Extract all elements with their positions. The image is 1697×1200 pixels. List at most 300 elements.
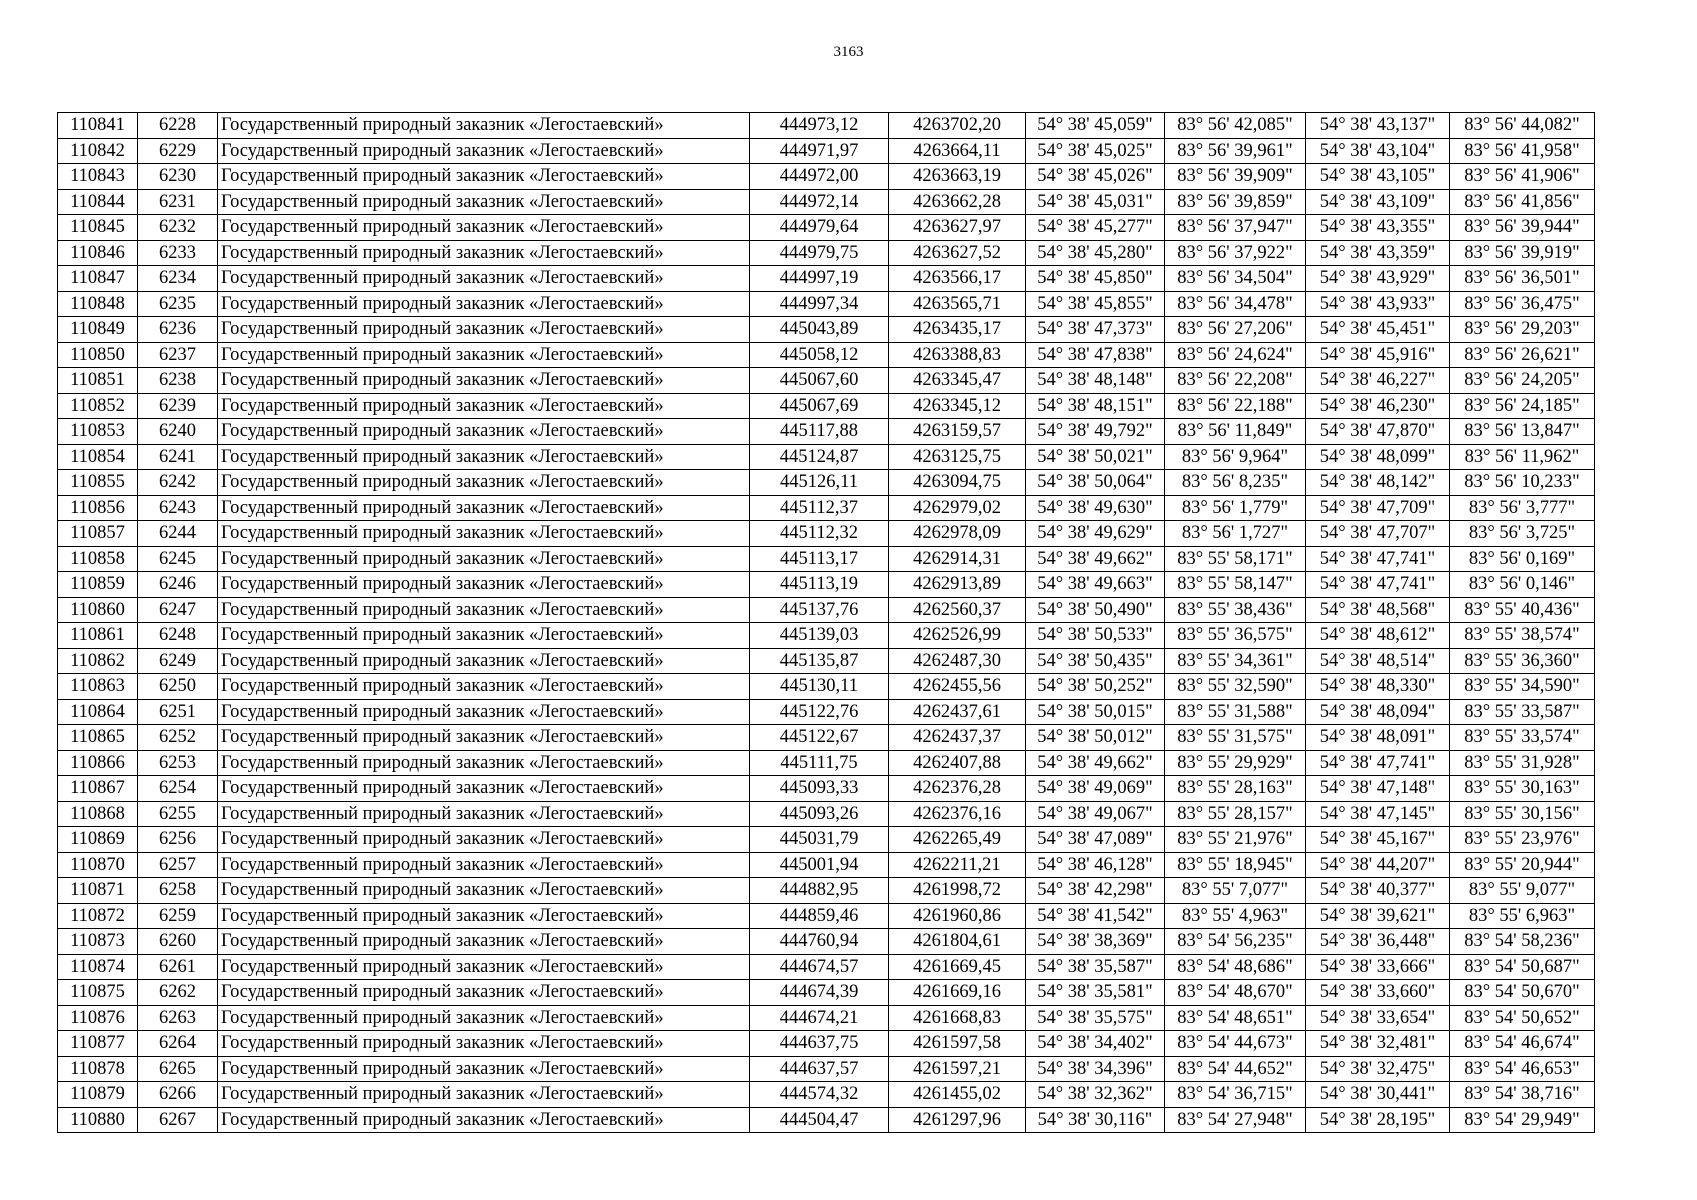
cell-latitude-1: 54° 38' 34,402" <box>1026 1031 1165 1057</box>
cell-coord-y: 4262407,88 <box>889 750 1026 776</box>
cell-point-number: 6232 <box>138 215 218 241</box>
cell-row-id: 110879 <box>58 1082 138 1108</box>
cell-latitude-1: 54° 38' 50,252" <box>1026 674 1165 700</box>
cell-territory-name: Государственный природный заказник «Легостаевский» <box>218 623 750 649</box>
cell-latitude-2: 54° 38' 47,870" <box>1306 419 1450 445</box>
cell-row-id: 110876 <box>58 1005 138 1031</box>
cell-point-number: 6233 <box>138 240 218 266</box>
cell-coord-x: 445067,69 <box>750 393 889 419</box>
cell-territory-name: Государственный природный заказник «Легостаевский» <box>218 495 750 521</box>
cell-territory-name: Государственный природный заказник «Легостаевский» <box>218 189 750 215</box>
cell-coord-y: 4263702,20 <box>889 113 1026 139</box>
cell-point-number: 6231 <box>138 189 218 215</box>
table-row <box>58 470 1595 496</box>
cell-longitude-2: 83° 56' 3,777" <box>1450 495 1595 521</box>
cell-point-number: 6247 <box>138 597 218 623</box>
cell-coord-y: 4261597,58 <box>889 1031 1026 1057</box>
cell-row-id: 110859 <box>58 572 138 598</box>
cell-latitude-1: 54° 38' 50,021" <box>1026 444 1165 470</box>
cell-longitude-1: 83° 56' 39,961" <box>1165 138 1306 164</box>
table-row <box>58 368 1595 394</box>
cell-latitude-2: 54° 38' 48,094" <box>1306 699 1450 725</box>
cell-territory-name: Государственный природный заказник «Легостаевский» <box>218 470 750 496</box>
cell-latitude-2: 54° 38' 48,091" <box>1306 725 1450 751</box>
cell-coord-x: 444504,47 <box>750 1107 889 1133</box>
cell-row-id: 110869 <box>58 827 138 853</box>
cell-longitude-1: 83° 54' 44,652" <box>1165 1056 1306 1082</box>
cell-longitude-2: 83° 56' 10,233" <box>1450 470 1595 496</box>
cell-coord-y: 4262487,30 <box>889 648 1026 674</box>
cell-latitude-1: 54° 38' 49,069" <box>1026 776 1165 802</box>
cell-row-id: 110851 <box>58 368 138 394</box>
table-row <box>58 776 1595 802</box>
cell-point-number: 6244 <box>138 521 218 547</box>
table-row <box>58 1056 1595 1082</box>
cell-point-number: 6246 <box>138 572 218 598</box>
cell-coord-x: 444882,95 <box>750 878 889 904</box>
cell-coord-x: 444859,46 <box>750 903 889 929</box>
cell-territory-name: Государственный природный заказник «Легостаевский» <box>218 1082 750 1108</box>
cell-longitude-2: 83° 55' 30,163" <box>1450 776 1595 802</box>
cell-point-number: 6266 <box>138 1082 218 1108</box>
cell-territory-name: Государственный природный заказник «Легостаевский» <box>218 342 750 368</box>
cell-row-id: 110852 <box>58 393 138 419</box>
cell-point-number: 6252 <box>138 725 218 751</box>
cell-coord-y: 4263345,47 <box>889 368 1026 394</box>
cell-latitude-1: 54° 38' 32,362" <box>1026 1082 1165 1108</box>
cell-longitude-1: 83° 55' 7,077" <box>1165 878 1306 904</box>
cell-row-id: 110872 <box>58 903 138 929</box>
cell-row-id: 110880 <box>58 1107 138 1133</box>
cell-row-id: 110858 <box>58 546 138 572</box>
cell-latitude-1: 54° 38' 45,025" <box>1026 138 1165 164</box>
cell-latitude-2: 54° 38' 43,355" <box>1306 215 1450 241</box>
cell-coord-x: 444973,12 <box>750 113 889 139</box>
cell-latitude-2: 54° 38' 28,195" <box>1306 1107 1450 1133</box>
cell-latitude-2: 54° 38' 43,929" <box>1306 266 1450 292</box>
cell-longitude-2: 83° 54' 50,652" <box>1450 1005 1595 1031</box>
cell-longitude-2: 83° 54' 58,236" <box>1450 929 1595 955</box>
cell-longitude-1: 83° 54' 44,673" <box>1165 1031 1306 1057</box>
cell-latitude-1: 54° 38' 49,067" <box>1026 801 1165 827</box>
cell-longitude-1: 83° 56' 22,208" <box>1165 368 1306 394</box>
table-row <box>58 266 1595 292</box>
cell-territory-name: Государственный природный заказник «Легостаевский» <box>218 1107 750 1133</box>
cell-longitude-1: 83° 55' 58,147" <box>1165 572 1306 598</box>
cell-coord-x: 445137,76 <box>750 597 889 623</box>
cell-point-number: 6257 <box>138 852 218 878</box>
cell-territory-name: Государственный природный заказник «Легостаевский» <box>218 393 750 419</box>
cell-territory-name: Государственный природный заказник «Легостаевский» <box>218 852 750 878</box>
cell-coord-y: 4261297,96 <box>889 1107 1026 1133</box>
cell-coord-y: 4261669,45 <box>889 954 1026 980</box>
cell-longitude-1: 83° 55' 21,976" <box>1165 827 1306 853</box>
table-row <box>58 725 1595 751</box>
cell-longitude-2: 83° 56' 24,205" <box>1450 368 1595 394</box>
cell-territory-name: Государственный природный заказник «Легостаевский» <box>218 597 750 623</box>
cell-point-number: 6256 <box>138 827 218 853</box>
cell-territory-name: Государственный природный заказник «Легостаевский» <box>218 138 750 164</box>
cell-coord-y: 4261804,61 <box>889 929 1026 955</box>
cell-longitude-2: 83° 55' 9,077" <box>1450 878 1595 904</box>
table-row <box>58 699 1595 725</box>
cell-coord-x: 444674,57 <box>750 954 889 980</box>
cell-longitude-1: 83° 55' 32,590" <box>1165 674 1306 700</box>
cell-longitude-1: 83° 56' 42,085" <box>1165 113 1306 139</box>
cell-latitude-2: 54° 38' 48,330" <box>1306 674 1450 700</box>
cell-longitude-2: 83° 56' 26,621" <box>1450 342 1595 368</box>
cell-longitude-1: 83° 55' 29,929" <box>1165 750 1306 776</box>
cell-point-number: 6250 <box>138 674 218 700</box>
cell-point-number: 6251 <box>138 699 218 725</box>
cell-longitude-1: 83° 55' 31,588" <box>1165 699 1306 725</box>
cell-territory-name: Государственный природный заказник «Легостаевский» <box>218 572 750 598</box>
cell-coord-x: 445130,11 <box>750 674 889 700</box>
cell-longitude-2: 83° 55' 33,587" <box>1450 699 1595 725</box>
cell-row-id: 110864 <box>58 699 138 725</box>
table-row <box>58 291 1595 317</box>
cell-longitude-2: 83° 56' 11,962" <box>1450 444 1595 470</box>
cell-latitude-2: 54° 38' 43,104" <box>1306 138 1450 164</box>
cell-longitude-1: 83° 55' 36,575" <box>1165 623 1306 649</box>
cell-longitude-2: 83° 55' 33,574" <box>1450 725 1595 751</box>
cell-longitude-2: 83° 56' 3,725" <box>1450 521 1595 547</box>
cell-row-id: 110850 <box>58 342 138 368</box>
cell-latitude-1: 54° 38' 49,629" <box>1026 521 1165 547</box>
cell-coord-y: 4262265,49 <box>889 827 1026 853</box>
cell-coord-y: 4262376,28 <box>889 776 1026 802</box>
table-row <box>58 546 1595 572</box>
cell-longitude-2: 83° 56' 39,919" <box>1450 240 1595 266</box>
table-row <box>58 903 1595 929</box>
table-row <box>58 1082 1595 1108</box>
cell-longitude-2: 83° 56' 29,203" <box>1450 317 1595 343</box>
cell-longitude-2: 83° 56' 41,856" <box>1450 189 1595 215</box>
cell-row-id: 110857 <box>58 521 138 547</box>
cell-latitude-1: 54° 38' 49,663" <box>1026 572 1165 598</box>
cell-territory-name: Государственный природный заказник «Легостаевский» <box>218 699 750 725</box>
cell-row-id: 110848 <box>58 291 138 317</box>
cell-coord-x: 445113,19 <box>750 572 889 598</box>
cell-longitude-2: 83° 55' 31,928" <box>1450 750 1595 776</box>
cell-latitude-1: 54° 38' 45,277" <box>1026 215 1165 241</box>
cell-longitude-2: 83° 55' 20,944" <box>1450 852 1595 878</box>
cell-latitude-2: 54° 38' 33,654" <box>1306 1005 1450 1031</box>
cell-coord-y: 4262913,89 <box>889 572 1026 598</box>
table-row <box>58 138 1595 164</box>
cell-longitude-1: 83° 54' 48,670" <box>1165 980 1306 1006</box>
cell-coord-y: 4263663,19 <box>889 164 1026 190</box>
cell-longitude-1: 83° 56' 39,909" <box>1165 164 1306 190</box>
cell-latitude-1: 54° 38' 45,026" <box>1026 164 1165 190</box>
cell-coord-y: 4263565,71 <box>889 291 1026 317</box>
table-row <box>58 1005 1595 1031</box>
cell-latitude-1: 54° 38' 45,059" <box>1026 113 1165 139</box>
cell-coord-y: 4263125,75 <box>889 444 1026 470</box>
cell-latitude-1: 54° 38' 48,151" <box>1026 393 1165 419</box>
cell-row-id: 110863 <box>58 674 138 700</box>
cell-longitude-2: 83° 56' 39,944" <box>1450 215 1595 241</box>
cell-coord-x: 444997,34 <box>750 291 889 317</box>
cell-coord-y: 4263159,57 <box>889 419 1026 445</box>
cell-coord-y: 4262978,09 <box>889 521 1026 547</box>
cell-coord-x: 445001,94 <box>750 852 889 878</box>
cell-latitude-1: 54° 38' 41,542" <box>1026 903 1165 929</box>
cell-row-id: 110877 <box>58 1031 138 1057</box>
cell-territory-name: Государственный природный заказник «Легостаевский» <box>218 215 750 241</box>
cell-row-id: 110866 <box>58 750 138 776</box>
cell-point-number: 6264 <box>138 1031 218 1057</box>
cell-row-id: 110849 <box>58 317 138 343</box>
cell-coord-y: 4261597,21 <box>889 1056 1026 1082</box>
cell-point-number: 6228 <box>138 113 218 139</box>
cell-longitude-2: 83° 56' 24,185" <box>1450 393 1595 419</box>
cell-longitude-2: 83° 56' 0,146" <box>1450 572 1595 598</box>
cell-coord-y: 4263662,28 <box>889 189 1026 215</box>
cell-point-number: 6234 <box>138 266 218 292</box>
cell-territory-name: Государственный природный заказник «Легостаевский» <box>218 1056 750 1082</box>
cell-longitude-2: 83° 55' 36,360" <box>1450 648 1595 674</box>
table-row <box>58 240 1595 266</box>
cell-coord-x: 445058,12 <box>750 342 889 368</box>
cell-coord-x: 445043,89 <box>750 317 889 343</box>
cell-row-id: 110867 <box>58 776 138 802</box>
cell-coord-y: 4261960,86 <box>889 903 1026 929</box>
cell-territory-name: Государственный природный заказник «Легостаевский» <box>218 954 750 980</box>
cell-coord-y: 4262914,31 <box>889 546 1026 572</box>
cell-point-number: 6255 <box>138 801 218 827</box>
cell-point-number: 6240 <box>138 419 218 445</box>
table-row <box>58 827 1595 853</box>
table-row <box>58 342 1595 368</box>
cell-coord-x: 444972,00 <box>750 164 889 190</box>
cell-territory-name: Государственный природный заказник «Легостаевский» <box>218 240 750 266</box>
cell-row-id: 110856 <box>58 495 138 521</box>
cell-longitude-1: 83° 54' 48,686" <box>1165 954 1306 980</box>
cell-longitude-1: 83° 55' 28,163" <box>1165 776 1306 802</box>
cell-latitude-1: 54° 38' 49,792" <box>1026 419 1165 445</box>
cell-longitude-1: 83° 56' 24,624" <box>1165 342 1306 368</box>
cell-territory-name: Государственный природный заказник «Легостаевский» <box>218 1005 750 1031</box>
cell-longitude-2: 83° 56' 41,906" <box>1450 164 1595 190</box>
cell-latitude-2: 54° 38' 45,916" <box>1306 342 1450 368</box>
cell-latitude-1: 54° 38' 50,490" <box>1026 597 1165 623</box>
cell-longitude-1: 83° 54' 36,715" <box>1165 1082 1306 1108</box>
cell-row-id: 110854 <box>58 444 138 470</box>
cell-longitude-1: 83° 56' 8,235" <box>1165 470 1306 496</box>
cell-coord-y: 4262211,21 <box>889 852 1026 878</box>
cell-point-number: 6258 <box>138 878 218 904</box>
cell-latitude-1: 54° 38' 35,575" <box>1026 1005 1165 1031</box>
cell-latitude-2: 54° 38' 30,441" <box>1306 1082 1450 1108</box>
cell-longitude-1: 83° 56' 27,206" <box>1165 317 1306 343</box>
cell-row-id: 110865 <box>58 725 138 751</box>
cell-coord-y: 4262526,99 <box>889 623 1026 649</box>
cell-coord-y: 4261669,16 <box>889 980 1026 1006</box>
cell-latitude-1: 54° 38' 48,148" <box>1026 368 1165 394</box>
cell-territory-name: Государственный природный заказник «Легостаевский» <box>218 291 750 317</box>
cell-longitude-1: 83° 56' 11,849" <box>1165 419 1306 445</box>
table-row <box>58 419 1595 445</box>
page-number: 3163 <box>833 44 864 60</box>
cell-coord-y: 4263627,97 <box>889 215 1026 241</box>
cell-longitude-1: 83° 55' 31,575" <box>1165 725 1306 751</box>
cell-point-number: 6238 <box>138 368 218 394</box>
table-row <box>58 597 1595 623</box>
cell-coord-x: 445113,17 <box>750 546 889 572</box>
table-row <box>58 623 1595 649</box>
cell-longitude-2: 83° 54' 50,687" <box>1450 954 1595 980</box>
table-row <box>58 929 1595 955</box>
cell-longitude-1: 83° 55' 34,361" <box>1165 648 1306 674</box>
cell-latitude-1: 54° 38' 47,373" <box>1026 317 1165 343</box>
cell-territory-name: Государственный природный заказник «Легостаевский» <box>218 929 750 955</box>
table-row <box>58 801 1595 827</box>
cell-latitude-2: 54° 38' 46,230" <box>1306 393 1450 419</box>
cell-row-id: 110860 <box>58 597 138 623</box>
cell-coord-y: 4263566,17 <box>889 266 1026 292</box>
cell-latitude-1: 54° 38' 45,855" <box>1026 291 1165 317</box>
cell-coord-x: 445117,88 <box>750 419 889 445</box>
cell-territory-name: Государственный природный заказник «Легостаевский» <box>218 368 750 394</box>
cell-coord-y: 4262455,56 <box>889 674 1026 700</box>
cell-latitude-1: 54° 38' 34,396" <box>1026 1056 1165 1082</box>
cell-latitude-2: 54° 38' 45,167" <box>1306 827 1450 853</box>
cell-coord-x: 445126,11 <box>750 470 889 496</box>
cell-latitude-1: 54° 38' 50,064" <box>1026 470 1165 496</box>
cell-territory-name: Государственный природный заказник «Легостаевский» <box>218 674 750 700</box>
cell-latitude-2: 54° 38' 45,451" <box>1306 317 1450 343</box>
cell-point-number: 6229 <box>138 138 218 164</box>
cell-longitude-1: 83° 54' 27,948" <box>1165 1107 1306 1133</box>
cell-territory-name: Государственный природный заказник «Легостаевский» <box>218 827 750 853</box>
table-row <box>58 1107 1595 1133</box>
cell-longitude-2: 83° 56' 0,169" <box>1450 546 1595 572</box>
cell-point-number: 6262 <box>138 980 218 1006</box>
cell-point-number: 6254 <box>138 776 218 802</box>
table-row <box>58 164 1595 190</box>
cell-longitude-2: 83° 55' 34,590" <box>1450 674 1595 700</box>
cell-latitude-2: 54° 38' 32,481" <box>1306 1031 1450 1057</box>
cell-latitude-2: 54° 38' 40,377" <box>1306 878 1450 904</box>
cell-territory-name: Государственный природный заказник «Легостаевский» <box>218 980 750 1006</box>
cell-row-id: 110842 <box>58 138 138 164</box>
cell-coord-x: 444972,14 <box>750 189 889 215</box>
table-row <box>58 393 1595 419</box>
cell-latitude-1: 54° 38' 50,435" <box>1026 648 1165 674</box>
table-row <box>58 113 1595 139</box>
cell-longitude-2: 83° 56' 36,475" <box>1450 291 1595 317</box>
cell-coord-y: 4262376,16 <box>889 801 1026 827</box>
cell-point-number: 6243 <box>138 495 218 521</box>
cell-latitude-2: 54° 38' 39,621" <box>1306 903 1450 929</box>
cell-longitude-1: 83° 55' 38,436" <box>1165 597 1306 623</box>
cell-coord-x: 445122,76 <box>750 699 889 725</box>
table-row <box>58 521 1595 547</box>
cell-point-number: 6235 <box>138 291 218 317</box>
cell-coord-x: 444760,94 <box>750 929 889 955</box>
cell-row-id: 110853 <box>58 419 138 445</box>
cell-latitude-2: 54° 38' 47,145" <box>1306 801 1450 827</box>
cell-longitude-1: 83° 56' 9,964" <box>1165 444 1306 470</box>
cell-territory-name: Государственный природный заказник «Легостаевский» <box>218 801 750 827</box>
cell-latitude-2: 54° 38' 36,448" <box>1306 929 1450 955</box>
cell-point-number: 6249 <box>138 648 218 674</box>
cell-longitude-2: 83° 55' 6,963" <box>1450 903 1595 929</box>
table-row <box>58 878 1595 904</box>
cell-longitude-2: 83° 55' 23,976" <box>1450 827 1595 853</box>
cell-latitude-2: 54° 38' 43,137" <box>1306 113 1450 139</box>
cell-point-number: 6261 <box>138 954 218 980</box>
cell-coord-x: 445139,03 <box>750 623 889 649</box>
cell-latitude-1: 54° 38' 38,369" <box>1026 929 1165 955</box>
cell-coord-x: 444971,97 <box>750 138 889 164</box>
cell-coord-x: 445031,79 <box>750 827 889 853</box>
cell-coord-x: 444674,39 <box>750 980 889 1006</box>
table-row <box>58 674 1595 700</box>
cell-latitude-2: 54° 38' 43,359" <box>1306 240 1450 266</box>
cell-latitude-2: 54° 38' 43,933" <box>1306 291 1450 317</box>
cell-row-id: 110855 <box>58 470 138 496</box>
table-row <box>58 444 1595 470</box>
cell-territory-name: Государственный природный заказник «Легостаевский» <box>218 317 750 343</box>
cell-point-number: 6260 <box>138 929 218 955</box>
cell-latitude-2: 54° 38' 47,148" <box>1306 776 1450 802</box>
cell-row-id: 110873 <box>58 929 138 955</box>
cell-coord-x: 445112,32 <box>750 521 889 547</box>
cell-coord-y: 4261668,83 <box>889 1005 1026 1031</box>
cell-longitude-2: 83° 54' 46,674" <box>1450 1031 1595 1057</box>
cell-latitude-2: 54° 38' 46,227" <box>1306 368 1450 394</box>
cell-territory-name: Государственный природный заказник «Легостаевский» <box>218 546 750 572</box>
cell-coord-x: 444674,21 <box>750 1005 889 1031</box>
cell-coord-y: 4263094,75 <box>889 470 1026 496</box>
cell-latitude-2: 54° 38' 33,666" <box>1306 954 1450 980</box>
cell-coord-y: 4262560,37 <box>889 597 1026 623</box>
cell-coord-y: 4262437,61 <box>889 699 1026 725</box>
cell-longitude-2: 83° 56' 44,082" <box>1450 113 1595 139</box>
cell-point-number: 6245 <box>138 546 218 572</box>
cell-row-id: 110841 <box>58 113 138 139</box>
cell-latitude-1: 54° 38' 46,128" <box>1026 852 1165 878</box>
cell-latitude-1: 54° 38' 49,630" <box>1026 495 1165 521</box>
cell-row-id: 110871 <box>58 878 138 904</box>
cell-coord-y: 4262979,02 <box>889 495 1026 521</box>
cell-latitude-1: 54° 38' 50,015" <box>1026 699 1165 725</box>
cell-point-number: 6230 <box>138 164 218 190</box>
cell-row-id: 110862 <box>58 648 138 674</box>
cell-point-number: 6242 <box>138 470 218 496</box>
table-row <box>58 317 1595 343</box>
cell-territory-name: Государственный природный заказник «Легостаевский» <box>218 266 750 292</box>
cell-longitude-1: 83° 54' 56,235" <box>1165 929 1306 955</box>
cell-longitude-1: 83° 56' 37,947" <box>1165 215 1306 241</box>
cell-coord-x: 444574,32 <box>750 1082 889 1108</box>
cell-coord-x: 445067,60 <box>750 368 889 394</box>
cell-latitude-2: 54° 38' 33,660" <box>1306 980 1450 1006</box>
table-row <box>58 189 1595 215</box>
cell-latitude-1: 54° 38' 45,031" <box>1026 189 1165 215</box>
cell-coord-y: 4263664,11 <box>889 138 1026 164</box>
cell-latitude-2: 54° 38' 47,707" <box>1306 521 1450 547</box>
cell-territory-name: Государственный природный заказник «Легостаевский» <box>218 521 750 547</box>
cell-coord-x: 445135,87 <box>750 648 889 674</box>
cell-coord-x: 445124,87 <box>750 444 889 470</box>
cell-point-number: 6237 <box>138 342 218 368</box>
cell-longitude-2: 83° 55' 40,436" <box>1450 597 1595 623</box>
cell-longitude-1: 83° 55' 28,157" <box>1165 801 1306 827</box>
cell-territory-name: Государственный природный заказник «Легостаевский» <box>218 419 750 445</box>
